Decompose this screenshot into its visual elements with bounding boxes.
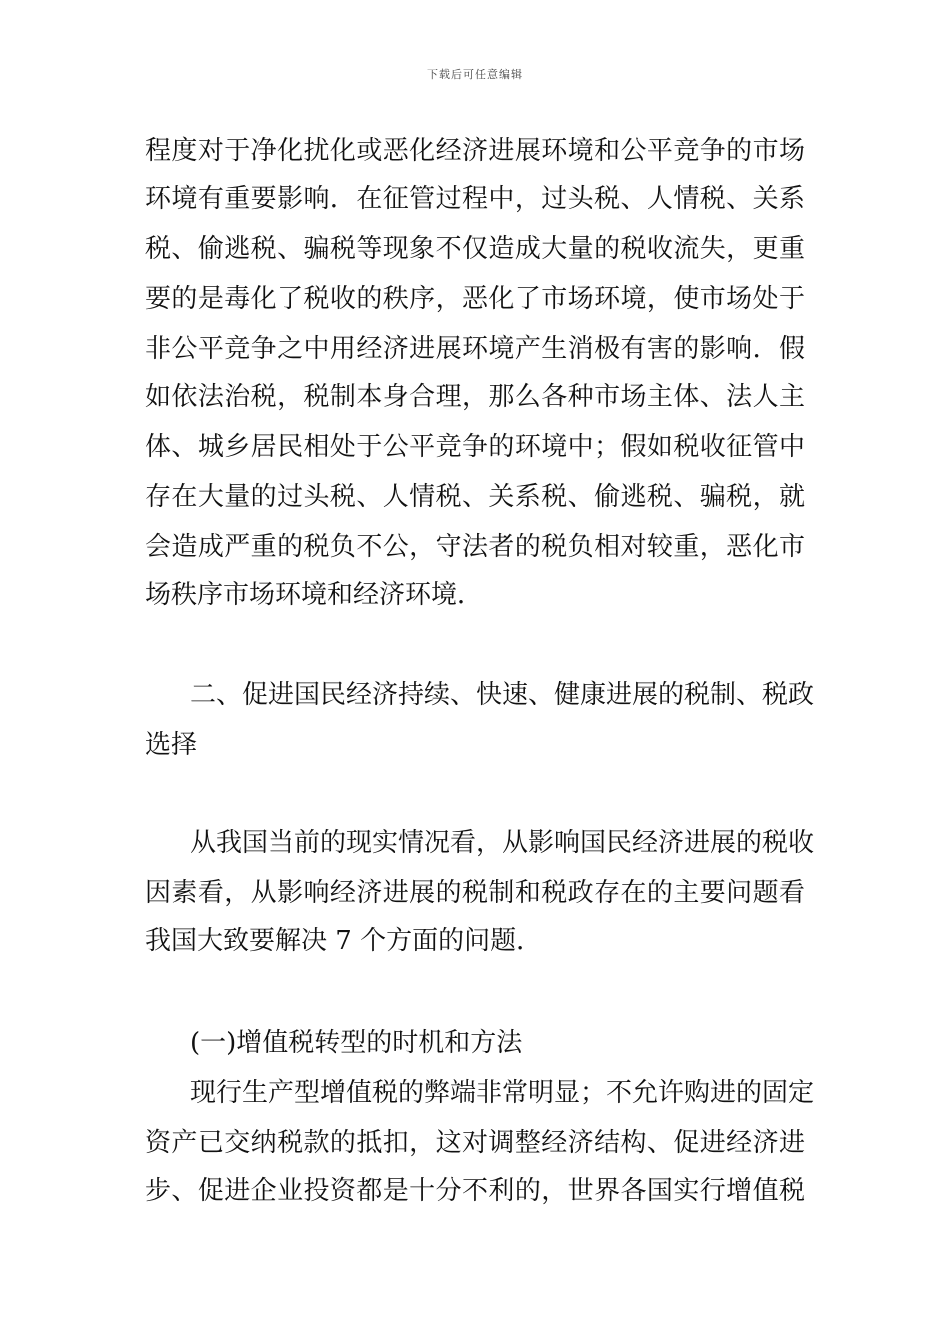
body-line: 现行生产型增值税的弊端非常明显；不允许购进的固定 [190, 1078, 815, 1108]
subsection-heading: (一)增值税转型的时机和方法 [190, 1028, 523, 1058]
body-line: 会造成严重的税负不公，守法者的税负相对较重，恶化市 [145, 532, 805, 562]
body-line: 要的是毒化了税收的秩序，恶化了市场环境，使市场处于 [145, 284, 805, 314]
body-line: 步、促进企业投资都是十分不利的，世界各国实行增值税 [145, 1176, 805, 1206]
body-line: 资产已交纳税款的抵扣，这对调整经济结构、促进经济进 [145, 1128, 805, 1158]
body-line: 程度对于净化扰化或恶化经济进展环境和公平竞争的市场 [145, 136, 805, 166]
body-line: 如依法治税，税制本身合理，那么各种市场主体、法人主 [145, 382, 805, 412]
section-heading-cont: 选择 [145, 730, 198, 760]
body-line: 我国大致要解决 7 个方面的问题． [145, 926, 543, 956]
body-line: 存在大量的过头税、人情税、关系税、偷逃税、骗税，就 [145, 482, 805, 512]
body-line: 场秩序市场环境和经济环境． [145, 580, 484, 610]
body-line: 从我国当前的现实情况看，从影响国民经济进展的税收 [190, 828, 815, 858]
body-line: 因素看，从影响经济进展的税制和税政存在的主要问题看 [145, 878, 805, 908]
body-line: 环境有重要影响．在征管过程中，过头税、人情税、关系 [145, 184, 805, 214]
page-header: 下载后可任意编辑 [427, 68, 523, 81]
body-line: 税、偷逃税、骗税等现象不仅造成大量的税收流失，更重 [145, 234, 805, 264]
body-line: 体、城乡居民相处于公平竞争的环境中；假如税收征管中 [145, 432, 805, 462]
section-heading: 二、促进国民经济持续、快速、健康进展的税制、税政 [190, 680, 815, 710]
body-line: 非公平竞争之中用经济进展环境产生消极有害的影响．假 [145, 334, 805, 364]
